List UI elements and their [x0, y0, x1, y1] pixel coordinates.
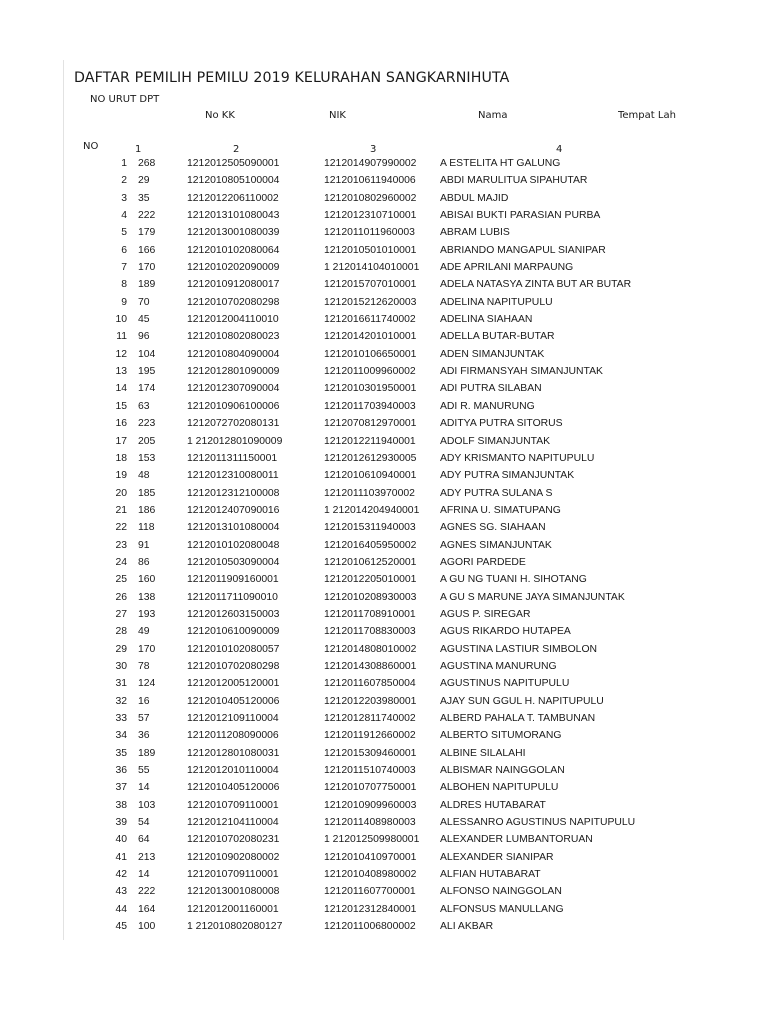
- cell-no-urut-dpt: 118: [138, 522, 155, 534]
- cell-row-number: 37: [115, 782, 127, 794]
- cell-nama: A GU NG TUANI H. SIHOTANG: [440, 574, 587, 586]
- cell-row-number: 27: [115, 608, 127, 620]
- cell-no-kk: 1212012004110010: [187, 314, 279, 326]
- cell-row-number: 40: [115, 834, 127, 846]
- cell-nik: 1212011912660002: [324, 730, 416, 742]
- cell-row-number: 16: [115, 418, 127, 430]
- cell-row-number: 17: [115, 435, 127, 447]
- cell-nik: 1 212014104010001: [324, 262, 420, 274]
- cell-no-kk: 1 212012801090009: [187, 435, 283, 447]
- table-row: [0, 363, 768, 380]
- cell-row-number: 24: [115, 556, 127, 568]
- table-row: [0, 311, 768, 328]
- cell-nik: 1212016611740002: [324, 314, 416, 326]
- cell-no-kk: 1212010405120006: [187, 695, 280, 707]
- cell-nama: AJAY SUN GGUL H. NAPITUPULU: [440, 695, 604, 707]
- cell-nik: 1212016405950002: [324, 539, 417, 551]
- table-row: [0, 606, 768, 623]
- header-no: NO: [83, 141, 99, 152]
- table-row: [0, 380, 768, 397]
- cell-no-urut-dpt: 103: [138, 799, 156, 811]
- cell-nik: 1212012211940001: [324, 435, 416, 447]
- table-row: [0, 172, 768, 189]
- cell-no-kk: 1212010709110001: [187, 869, 279, 881]
- cell-nik: 1212011703940003: [324, 400, 416, 412]
- cell-nama: ADY PUTRA SULANA S: [440, 487, 553, 499]
- table-row: [0, 571, 768, 588]
- cell-no-urut-dpt: 222: [138, 210, 156, 222]
- cell-no-kk: 1212010912080017: [187, 279, 280, 291]
- cell-row-number: 4: [121, 210, 127, 222]
- cell-nik: 1212011408980003: [324, 817, 416, 829]
- cell-no-kk: 1212013001080039: [187, 227, 280, 239]
- cell-nama: ADY PUTRA SIMANJUNTAK: [440, 470, 575, 482]
- table-row: [0, 658, 768, 675]
- cell-no-kk: 1212012801090009: [187, 366, 280, 378]
- cell-no-kk: 1212011311150001: [187, 452, 278, 464]
- table-row: [0, 779, 768, 796]
- cell-no-urut-dpt: 54: [138, 817, 150, 829]
- cell-no-urut-dpt: 213: [138, 851, 156, 863]
- cell-row-number: 15: [115, 400, 127, 412]
- cell-nik: 1212012205010001: [324, 574, 417, 586]
- header-tempat-lahir: Tempat Lah: [618, 110, 676, 121]
- cell-row-number: 30: [115, 660, 127, 672]
- cell-nama: ALDRES HUTABARAT: [440, 799, 546, 811]
- cell-nik: 1212014201010001: [324, 331, 417, 343]
- cell-nama: ADI R. MANURUNG: [440, 400, 535, 412]
- cell-nik: 1212012612930005: [324, 452, 417, 464]
- cell-no-kk: 1212010702080298: [187, 296, 280, 308]
- cell-nik: 1212070812970001: [324, 418, 417, 430]
- cell-nik: 1212010612520001: [324, 556, 417, 568]
- cell-nik: 1212010408980002: [324, 869, 417, 881]
- cell-no-urut-dpt: 138: [138, 591, 156, 603]
- cell-nik: 1212011009960002: [324, 366, 416, 378]
- cell-nik: 1212014808010002: [324, 643, 417, 655]
- cell-no-urut-dpt: 16: [138, 695, 150, 707]
- cell-nama: ADELINA SIAHAAN: [440, 314, 533, 326]
- cell-no-urut-dpt: 45: [138, 314, 150, 326]
- cell-no-kk: 1212010709110001: [187, 799, 279, 811]
- cell-nik: 1212010106650001: [324, 348, 417, 360]
- table-row: [0, 190, 768, 207]
- cell-no-urut-dpt: 164: [138, 903, 156, 915]
- table-row: [0, 242, 768, 259]
- cell-row-number: 29: [115, 643, 127, 655]
- cell-no-kk: 1212072702080131: [187, 418, 280, 430]
- column-number-3: 3: [370, 144, 377, 155]
- table-row: [0, 398, 768, 415]
- table-row: [0, 502, 768, 519]
- cell-nama: AGORI PARDEDE: [440, 556, 526, 568]
- cell-nik: 1212015309460001: [324, 747, 417, 759]
- cell-row-number: 25: [115, 574, 127, 586]
- cell-row-number: 28: [115, 626, 127, 638]
- table-row: [0, 831, 768, 848]
- cell-nama: ADE APRILANI MARPAUNG: [440, 262, 574, 274]
- cell-no-urut-dpt: 29: [138, 175, 150, 187]
- cell-row-number: 34: [115, 730, 127, 742]
- cell-nama: ADELINA NAPITUPULU: [440, 296, 553, 308]
- cell-row-number: 8: [121, 279, 127, 291]
- cell-nama: ALBINE SILALAHI: [440, 747, 526, 759]
- cell-no-kk: 1212012801080031: [187, 747, 280, 759]
- cell-row-number: 11: [116, 331, 127, 343]
- cell-row-number: 12: [115, 348, 127, 360]
- cell-no-urut-dpt: 195: [138, 366, 156, 378]
- cell-nama: ALI AKBAR: [440, 921, 494, 933]
- cell-no-urut-dpt: 14: [138, 782, 150, 794]
- cell-nik: 1212010410970001: [324, 851, 417, 863]
- table-row: [0, 589, 768, 606]
- header-no-kk: No KK: [205, 110, 235, 121]
- cell-nama: ALFIAN HUTABARAT: [440, 869, 541, 881]
- cell-nik: 1212011011960003: [324, 227, 415, 239]
- cell-no-urut-dpt: 186: [138, 504, 156, 516]
- column-number-1: 1: [135, 144, 142, 155]
- cell-no-urut-dpt: 64: [138, 834, 150, 846]
- table-row: [0, 710, 768, 727]
- cell-nik: 1212010909960003: [324, 799, 417, 811]
- cell-nik: 1212010208930003: [324, 591, 417, 603]
- cell-no-kk: 1212013101080004: [187, 522, 280, 534]
- cell-no-kk: 1212010405120006: [187, 782, 280, 794]
- cell-no-kk: 1212012310080011: [187, 470, 279, 482]
- cell-row-number: 14: [115, 383, 127, 395]
- cell-nama: ALFONSO NAINGGOLAN: [440, 886, 562, 898]
- cell-no-kk: 1212010702080231: [187, 834, 280, 846]
- table-row: [0, 901, 768, 918]
- cell-no-kk: 1212012109110004: [187, 713, 279, 724]
- table-row: [0, 467, 768, 484]
- table-row: [0, 450, 768, 467]
- table-row: [0, 866, 768, 883]
- table-row: [0, 814, 768, 831]
- column-number-2: 2: [233, 144, 240, 155]
- cell-no-kk: 1212010610090009: [187, 626, 280, 638]
- table-row: [0, 849, 768, 866]
- cell-no-urut-dpt: 160: [138, 574, 156, 586]
- cell-no-urut-dpt: 205: [138, 435, 156, 447]
- cell-no-urut-dpt: 36: [138, 730, 150, 742]
- cell-no-urut-dpt: 124: [138, 678, 156, 690]
- cell-no-urut-dpt: 170: [138, 262, 156, 274]
- cell-row-number: 43: [115, 886, 127, 898]
- cell-nik: 1212012312840001: [324, 903, 417, 915]
- cell-no-kk: 1212012005120001: [187, 678, 280, 690]
- cell-no-kk: 1212010702080298: [187, 660, 280, 672]
- column-number-4: 4: [556, 144, 563, 155]
- cell-no-urut-dpt: 96: [138, 331, 150, 343]
- cell-no-kk: 1212012010110004: [187, 765, 279, 777]
- cell-row-number: 5: [121, 227, 127, 239]
- cell-nik: 1212010501010001: [324, 244, 417, 256]
- cell-nama: ABISAI BUKTI PARASIAN PURBA: [440, 210, 601, 222]
- cell-no-urut-dpt: 78: [138, 660, 150, 672]
- cell-no-urut-dpt: 189: [138, 279, 156, 291]
- cell-row-number: 35: [115, 747, 127, 759]
- table-row: [0, 224, 768, 241]
- cell-no-kk: 1 212010802080127: [187, 921, 283, 933]
- cell-nik: 1212010707750001: [324, 782, 417, 794]
- cell-nik: 1212012310710001: [324, 210, 417, 222]
- cell-no-urut-dpt: 104: [138, 348, 156, 360]
- cell-nama: ADITYA PUTRA SITORUS: [440, 418, 563, 430]
- cell-no-kk: 1212012104110004: [187, 817, 279, 829]
- header-nama: Nama: [478, 110, 508, 121]
- cell-row-number: 23: [115, 539, 127, 551]
- cell-no-urut-dpt: 55: [138, 765, 150, 777]
- table-row: [0, 328, 768, 345]
- cell-row-number: 44: [115, 903, 127, 915]
- cell-nama: ABDI MARULITUA SIPAHUTAR: [440, 175, 588, 187]
- cell-no-kk: 1212012206110002: [187, 192, 279, 204]
- cell-row-number: 36: [115, 765, 127, 777]
- cell-nama: AGUS RIKARDO HUTAPEA: [440, 626, 571, 638]
- table-row: [0, 675, 768, 692]
- table-row: [0, 155, 768, 172]
- table-row: [0, 883, 768, 900]
- cell-nama: ADI FIRMANSYAH SIMANJUNTAK: [440, 366, 603, 378]
- table-row: [0, 641, 768, 658]
- cell-no-urut-dpt: 189: [138, 747, 156, 759]
- cell-nik: 1 212012509980001: [324, 834, 420, 846]
- cell-row-number: 2: [121, 175, 127, 187]
- cell-nama: ADOLF SIMANJUNTAK: [440, 435, 551, 447]
- cell-nama: ALEXANDER LUMBANTORUAN: [440, 834, 593, 846]
- cell-row-number: 45: [115, 921, 127, 933]
- cell-no-urut-dpt: 14: [138, 869, 150, 881]
- page-title: DAFTAR PEMILIH PEMILU 2019 KELURAHAN SANGKARNIHUTA: [74, 70, 510, 86]
- cell-no-urut-dpt: 63: [138, 400, 150, 412]
- cell-no-urut-dpt: 179: [138, 227, 156, 239]
- cell-nama: AGNES SIMANJUNTAK: [440, 539, 552, 551]
- cell-nama: AFRINA U. SIMATUPANG: [440, 504, 561, 516]
- cell-no-urut-dpt: 222: [138, 886, 156, 898]
- cell-nama: ADEN SIMANJUNTAK: [440, 348, 545, 360]
- table-row: [0, 745, 768, 762]
- cell-row-number: 20: [115, 487, 127, 499]
- cell-no-kk: 1212012307090004: [187, 383, 280, 395]
- table-row: [0, 797, 768, 814]
- cell-nama: ALBOHEN NAPITUPULU: [440, 782, 559, 794]
- cell-nama: ADY KRISMANTO NAPITUPULU: [440, 452, 595, 464]
- cell-no-urut-dpt: 193: [138, 608, 156, 620]
- cell-no-urut-dpt: 35: [138, 192, 150, 204]
- header-nik: NIK: [329, 110, 346, 121]
- cell-no-kk: 1212012407090016: [187, 504, 280, 516]
- table-row: [0, 623, 768, 640]
- cell-row-number: 39: [115, 817, 127, 829]
- table-row: [0, 519, 768, 536]
- cell-row-number: 10: [115, 314, 127, 326]
- cell-no-urut-dpt: 91: [138, 539, 150, 551]
- cell-nama: ADI PUTRA SILABAN: [440, 383, 542, 395]
- cell-nik: 1 212014204940001: [324, 504, 420, 516]
- cell-nik: 1212011708830003: [324, 626, 416, 638]
- cell-row-number: 22: [115, 522, 127, 534]
- table-row: [0, 276, 768, 293]
- cell-nik: 1212010802960002: [324, 192, 417, 204]
- cell-nama: ALFONSUS MANULLANG: [440, 903, 564, 915]
- cell-nama: AGUSTINA MANURUNG: [440, 660, 557, 672]
- cell-no-kk: 1212012505090001: [187, 158, 280, 169]
- cell-row-number: 42: [115, 869, 127, 881]
- cell-no-kk: 1212010805100004: [187, 175, 280, 187]
- cell-nik: 1212014907990002: [324, 158, 417, 169]
- table-row: [0, 537, 768, 554]
- cell-row-number: 18: [115, 452, 127, 464]
- cell-row-number: 3: [121, 192, 127, 204]
- cell-nama: ADELLA BUTAR-BUTAR: [440, 331, 555, 343]
- voter-table: [0, 155, 768, 935]
- cell-row-number: 13: [115, 366, 127, 378]
- cell-no-urut-dpt: 86: [138, 556, 150, 568]
- cell-no-kk: 1212010202090009: [187, 262, 280, 274]
- cell-no-kk: 1212011208090006: [187, 730, 279, 742]
- table-row: [0, 727, 768, 744]
- cell-no-kk: 1212010102080048: [187, 539, 280, 551]
- cell-row-number: 19: [115, 470, 127, 482]
- table-row: [0, 415, 768, 432]
- cell-row-number: 26: [115, 591, 127, 603]
- cell-nik: 1212011607700001: [324, 886, 416, 898]
- cell-nik: 1212012203980001: [324, 695, 417, 707]
- table-row: [0, 346, 768, 363]
- cell-nama: ALBERTO SITUMORANG: [440, 730, 562, 742]
- cell-row-number: 6: [121, 244, 127, 256]
- cell-no-kk: 1212012001160001: [187, 903, 279, 915]
- table-row: [0, 485, 768, 502]
- cell-no-urut-dpt: 268: [138, 158, 156, 169]
- cell-nama: ABRIANDO MANGAPUL SIANIPAR: [440, 244, 606, 256]
- cell-nik: 1212011103970002: [324, 487, 415, 499]
- table-row: [0, 693, 768, 710]
- cell-row-number: 41: [115, 851, 127, 863]
- cell-no-kk: 1212010102080057: [187, 643, 280, 655]
- cell-no-urut-dpt: 100: [138, 921, 156, 933]
- cell-nik: 1212011510740003: [324, 765, 416, 777]
- cell-nama: AGUSTINA LASTIUR SIMBOLON: [440, 643, 598, 655]
- cell-row-number: 33: [115, 713, 127, 724]
- cell-no-kk: 1212010902080002: [187, 851, 280, 863]
- cell-nama: AGNES SG. SIAHAAN: [440, 522, 546, 534]
- cell-no-urut-dpt: 223: [138, 418, 156, 430]
- table-row: [0, 294, 768, 311]
- cell-no-urut-dpt: 70: [138, 296, 150, 308]
- table-row: [0, 918, 768, 935]
- cell-no-urut-dpt: 185: [138, 487, 156, 499]
- cell-nik: 1212010301950001: [324, 383, 417, 395]
- cell-nama: ALBISMAR NAINGGOLAN: [440, 765, 565, 777]
- cell-no-kk: 1212012603150003: [187, 608, 280, 620]
- cell-nik: 1212012811740002: [324, 713, 416, 724]
- table-row: [0, 433, 768, 450]
- cell-no-kk: 1212010102080064: [187, 244, 280, 256]
- cell-no-kk: 1212010802080023: [187, 331, 280, 343]
- cell-nik: 1212011006800002: [324, 921, 416, 933]
- cell-no-kk: 1212013001080008: [187, 886, 280, 898]
- cell-no-urut-dpt: 49: [138, 626, 150, 638]
- cell-nama: ABRAM LUBIS: [440, 227, 510, 239]
- cell-nama: ALBERD PAHALA T. TAMBUNAN: [440, 713, 596, 724]
- cell-nik: 1212011708910001: [324, 608, 416, 620]
- cell-nama: ALEXANDER SIANIPAR: [440, 851, 554, 863]
- cell-row-number: 21: [115, 504, 127, 516]
- cell-nik: 1212015707010001: [324, 279, 417, 291]
- cell-row-number: 38: [115, 799, 127, 811]
- cell-nik: 1212010611940006: [324, 175, 416, 187]
- cell-nama: ABDUL MAJID: [440, 192, 509, 204]
- cell-row-number: 31: [115, 678, 127, 690]
- cell-nik: 1212015212620003: [324, 296, 417, 308]
- cell-row-number: 1: [121, 158, 127, 169]
- table-row: [0, 554, 768, 571]
- cell-no-kk: 1212010503090004: [187, 556, 280, 568]
- cell-row-number: 7: [121, 262, 127, 274]
- cell-no-urut-dpt: 170: [138, 643, 156, 655]
- cell-nama: ADELA NATASYA ZINTA BUT AR BUTAR: [440, 279, 632, 291]
- cell-nik: 1212011607850004: [324, 678, 416, 690]
- cell-nama: AGUSTINUS NAPITUPULU: [440, 678, 570, 690]
- cell-no-kk: 1212012312100008: [187, 487, 280, 499]
- cell-no-urut-dpt: 48: [138, 470, 150, 482]
- cell-nama: A ESTELITA HT GALUNG: [440, 158, 561, 169]
- cell-nama: A GU S MARUNE JAYA SIMANJUNTAK: [440, 591, 625, 603]
- cell-no-urut-dpt: 153: [138, 452, 156, 464]
- cell-no-urut-dpt: 166: [138, 244, 156, 256]
- page-subtitle: NO URUT DPT: [90, 94, 160, 105]
- cell-no-kk: 1212013101080043: [187, 210, 280, 222]
- table-row: [0, 762, 768, 779]
- cell-no-kk: 1212011711090010: [187, 591, 278, 603]
- cell-no-kk: 1212011909160001: [187, 574, 279, 586]
- cell-no-urut-dpt: 57: [138, 713, 150, 724]
- table-row: [0, 259, 768, 276]
- cell-row-number: 32: [115, 695, 127, 707]
- cell-no-kk: 1212010906100006: [187, 400, 280, 412]
- cell-no-kk: 1212010804090004: [187, 348, 280, 360]
- table-row: [0, 207, 768, 224]
- cell-nik: 1212014308860001: [324, 660, 417, 672]
- cell-nik: 1212010610940001: [324, 470, 417, 482]
- cell-no-urut-dpt: 174: [138, 383, 156, 395]
- cell-nama: ALESSANRO AGUSTINUS NAPITUPULU: [440, 817, 636, 829]
- cell-nama: AGUS P. SIREGAR: [440, 608, 531, 620]
- cell-nik: 1212015311940003: [324, 522, 416, 534]
- cell-row-number: 9: [121, 296, 127, 308]
